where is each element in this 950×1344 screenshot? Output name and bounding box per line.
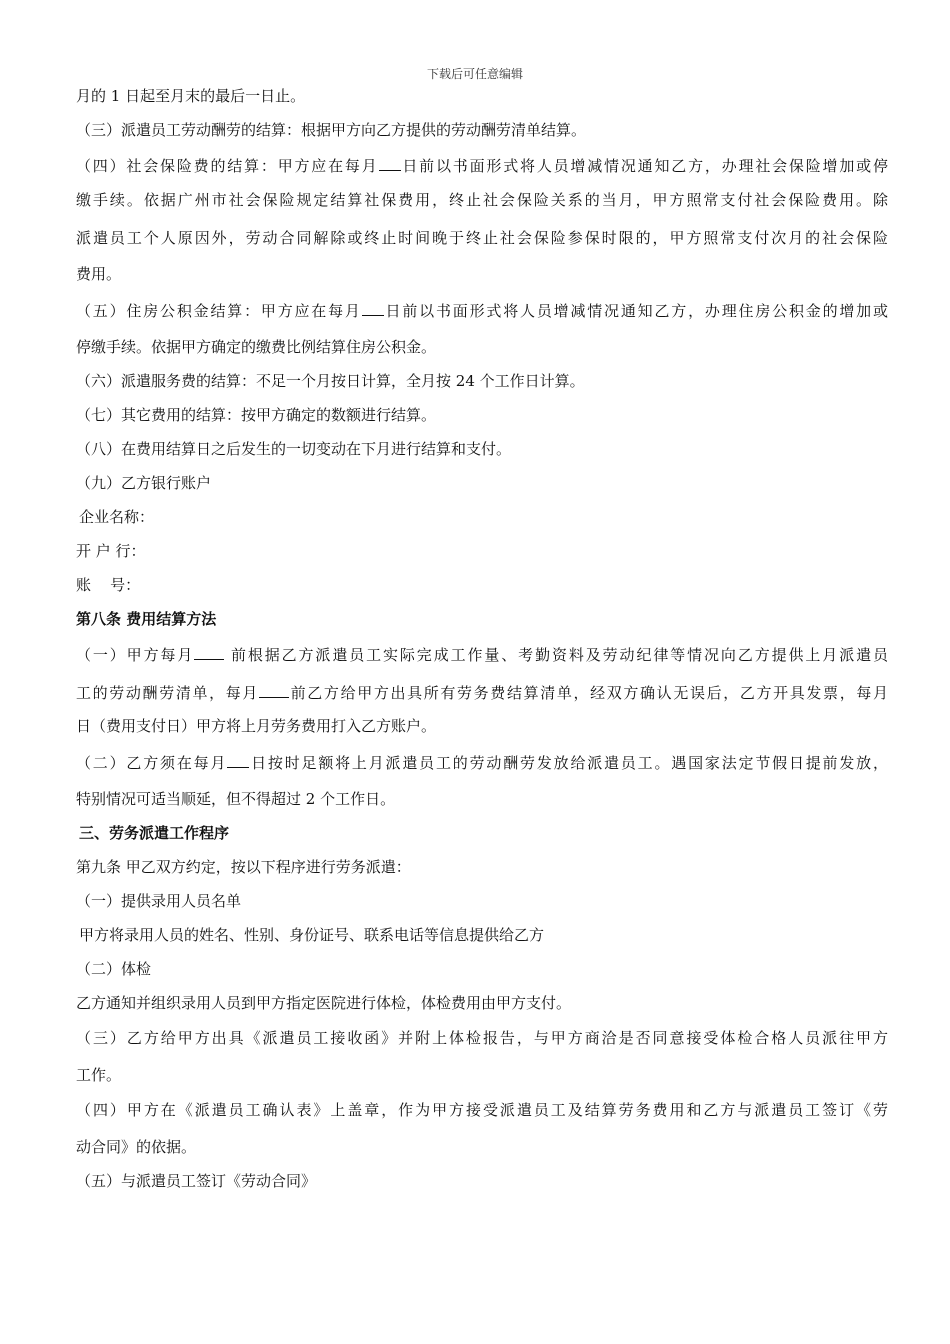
text-line: （一）提供录用人员名单 xyxy=(76,892,242,910)
text-line: 日（费用支付日）甲方将上月劳务费用打入乙方账户。 xyxy=(76,717,437,735)
text-line: 特别情况可适当顺延，但不得超过 2 个工作日。 xyxy=(76,790,396,808)
text-line: （九）乙方银行账户 xyxy=(76,474,212,492)
text-line: 第九条 甲乙双方约定，按以下程序进行劳务派遣： xyxy=(76,858,411,876)
text-line: （五）与派遣员工签订《劳动合同》 xyxy=(76,1172,317,1190)
text-line: 账 号： xyxy=(76,576,141,594)
text-line: （七）其它费用的结算：按甲方确定的数额进行结算。 xyxy=(76,406,437,424)
section-heading: 第八条 费用结算方法 xyxy=(76,610,217,628)
text-line: （一）甲方每月 前根据乙方派遣员工实际完成工作量、考勤资料及劳动纪律等情况向乙方提供上月派遣员 xyxy=(76,643,888,665)
fill-blank xyxy=(227,751,249,768)
text-line: 派遣员工个人原因外，劳动合同解除或终止时间晚于终止社会保险参保时限的，甲方照常支付次月的社会保险 xyxy=(76,229,888,247)
text-line: （二）乙方须在每月 日按时足额将上月派遣员工的劳动酬劳发放给派遣员工。遇国家法定节假日提前发放， xyxy=(76,751,888,773)
page-header: 下载后可任意编辑 xyxy=(426,67,523,81)
text-line: （四）社会保险费的结算：甲方应在每月 日前以书面形式将人员增减情况通知乙方，办理社会保险增加或停 xyxy=(76,154,888,176)
text-line: （五）住房公积金结算：甲方应在每月 日前以书面形式将人员增减情况通知乙方，办理住房公积金的增加或 xyxy=(76,299,888,321)
text-line: （三）乙方给甲方出具《派遣员工接收函》并附上体检报告，与甲方商洽是否同意接受体检合格人员派往甲方 xyxy=(76,1029,888,1047)
text-line: 停缴手续。依据甲方确定的缴费比例结算住房公积金。 xyxy=(76,338,437,356)
text-line: （四）甲方在《派遣员工确认表》上盖章，作为甲方接受派遣员工及结算劳务费用和乙方与派遣员工签订《劳 xyxy=(76,1101,888,1119)
text-line: 开 户 行： xyxy=(76,542,146,560)
text-line: （六）派遣服务费的结算：不足一个月按日计算，全月按 24 个工作日计算。 xyxy=(76,372,585,390)
text-line: 费用。 xyxy=(76,265,122,283)
text-line: （二）体检 xyxy=(76,960,152,978)
fill-blank xyxy=(194,643,224,660)
fill-blank xyxy=(379,154,401,171)
fill-blank xyxy=(259,681,289,698)
text-line: （八）在费用结算日之后发生的一切变动在下月进行结算和支付。 xyxy=(76,440,512,458)
fill-blank xyxy=(362,299,384,316)
text-line: 乙方通知并组织录用人员到甲方指定医院进行体检，体检费用由甲方支付。 xyxy=(76,994,572,1012)
text-line: 工作。 xyxy=(76,1066,122,1084)
text-line: 企业名称： xyxy=(79,508,155,526)
text-line: （三）派遣员工劳动酬劳的结算：根据甲方向乙方提供的劳动酬劳清单结算。 xyxy=(76,121,587,139)
text-line: 甲方将录用人员的姓名、性别、身份证号、联系电话等信息提供给乙方 xyxy=(79,926,545,944)
text-line: 缴手续。依据广州市社会保险规定结算社保费用，终止社会保险关系的当月，甲方照常支付社会保险费用。除 xyxy=(76,191,888,209)
text-line: 动合同》的依据。 xyxy=(76,1138,197,1156)
section-heading: 三、劳务派遣工作程序 xyxy=(79,824,230,842)
text-line: 工的劳动酬劳清单，每月 前乙方给甲方出具所有劳务费结算清单，经双方确认无误后，乙方开具发票，每月 xyxy=(76,681,888,703)
text-line: 月的 1 日起至月末的最后一日止。 xyxy=(76,87,306,105)
